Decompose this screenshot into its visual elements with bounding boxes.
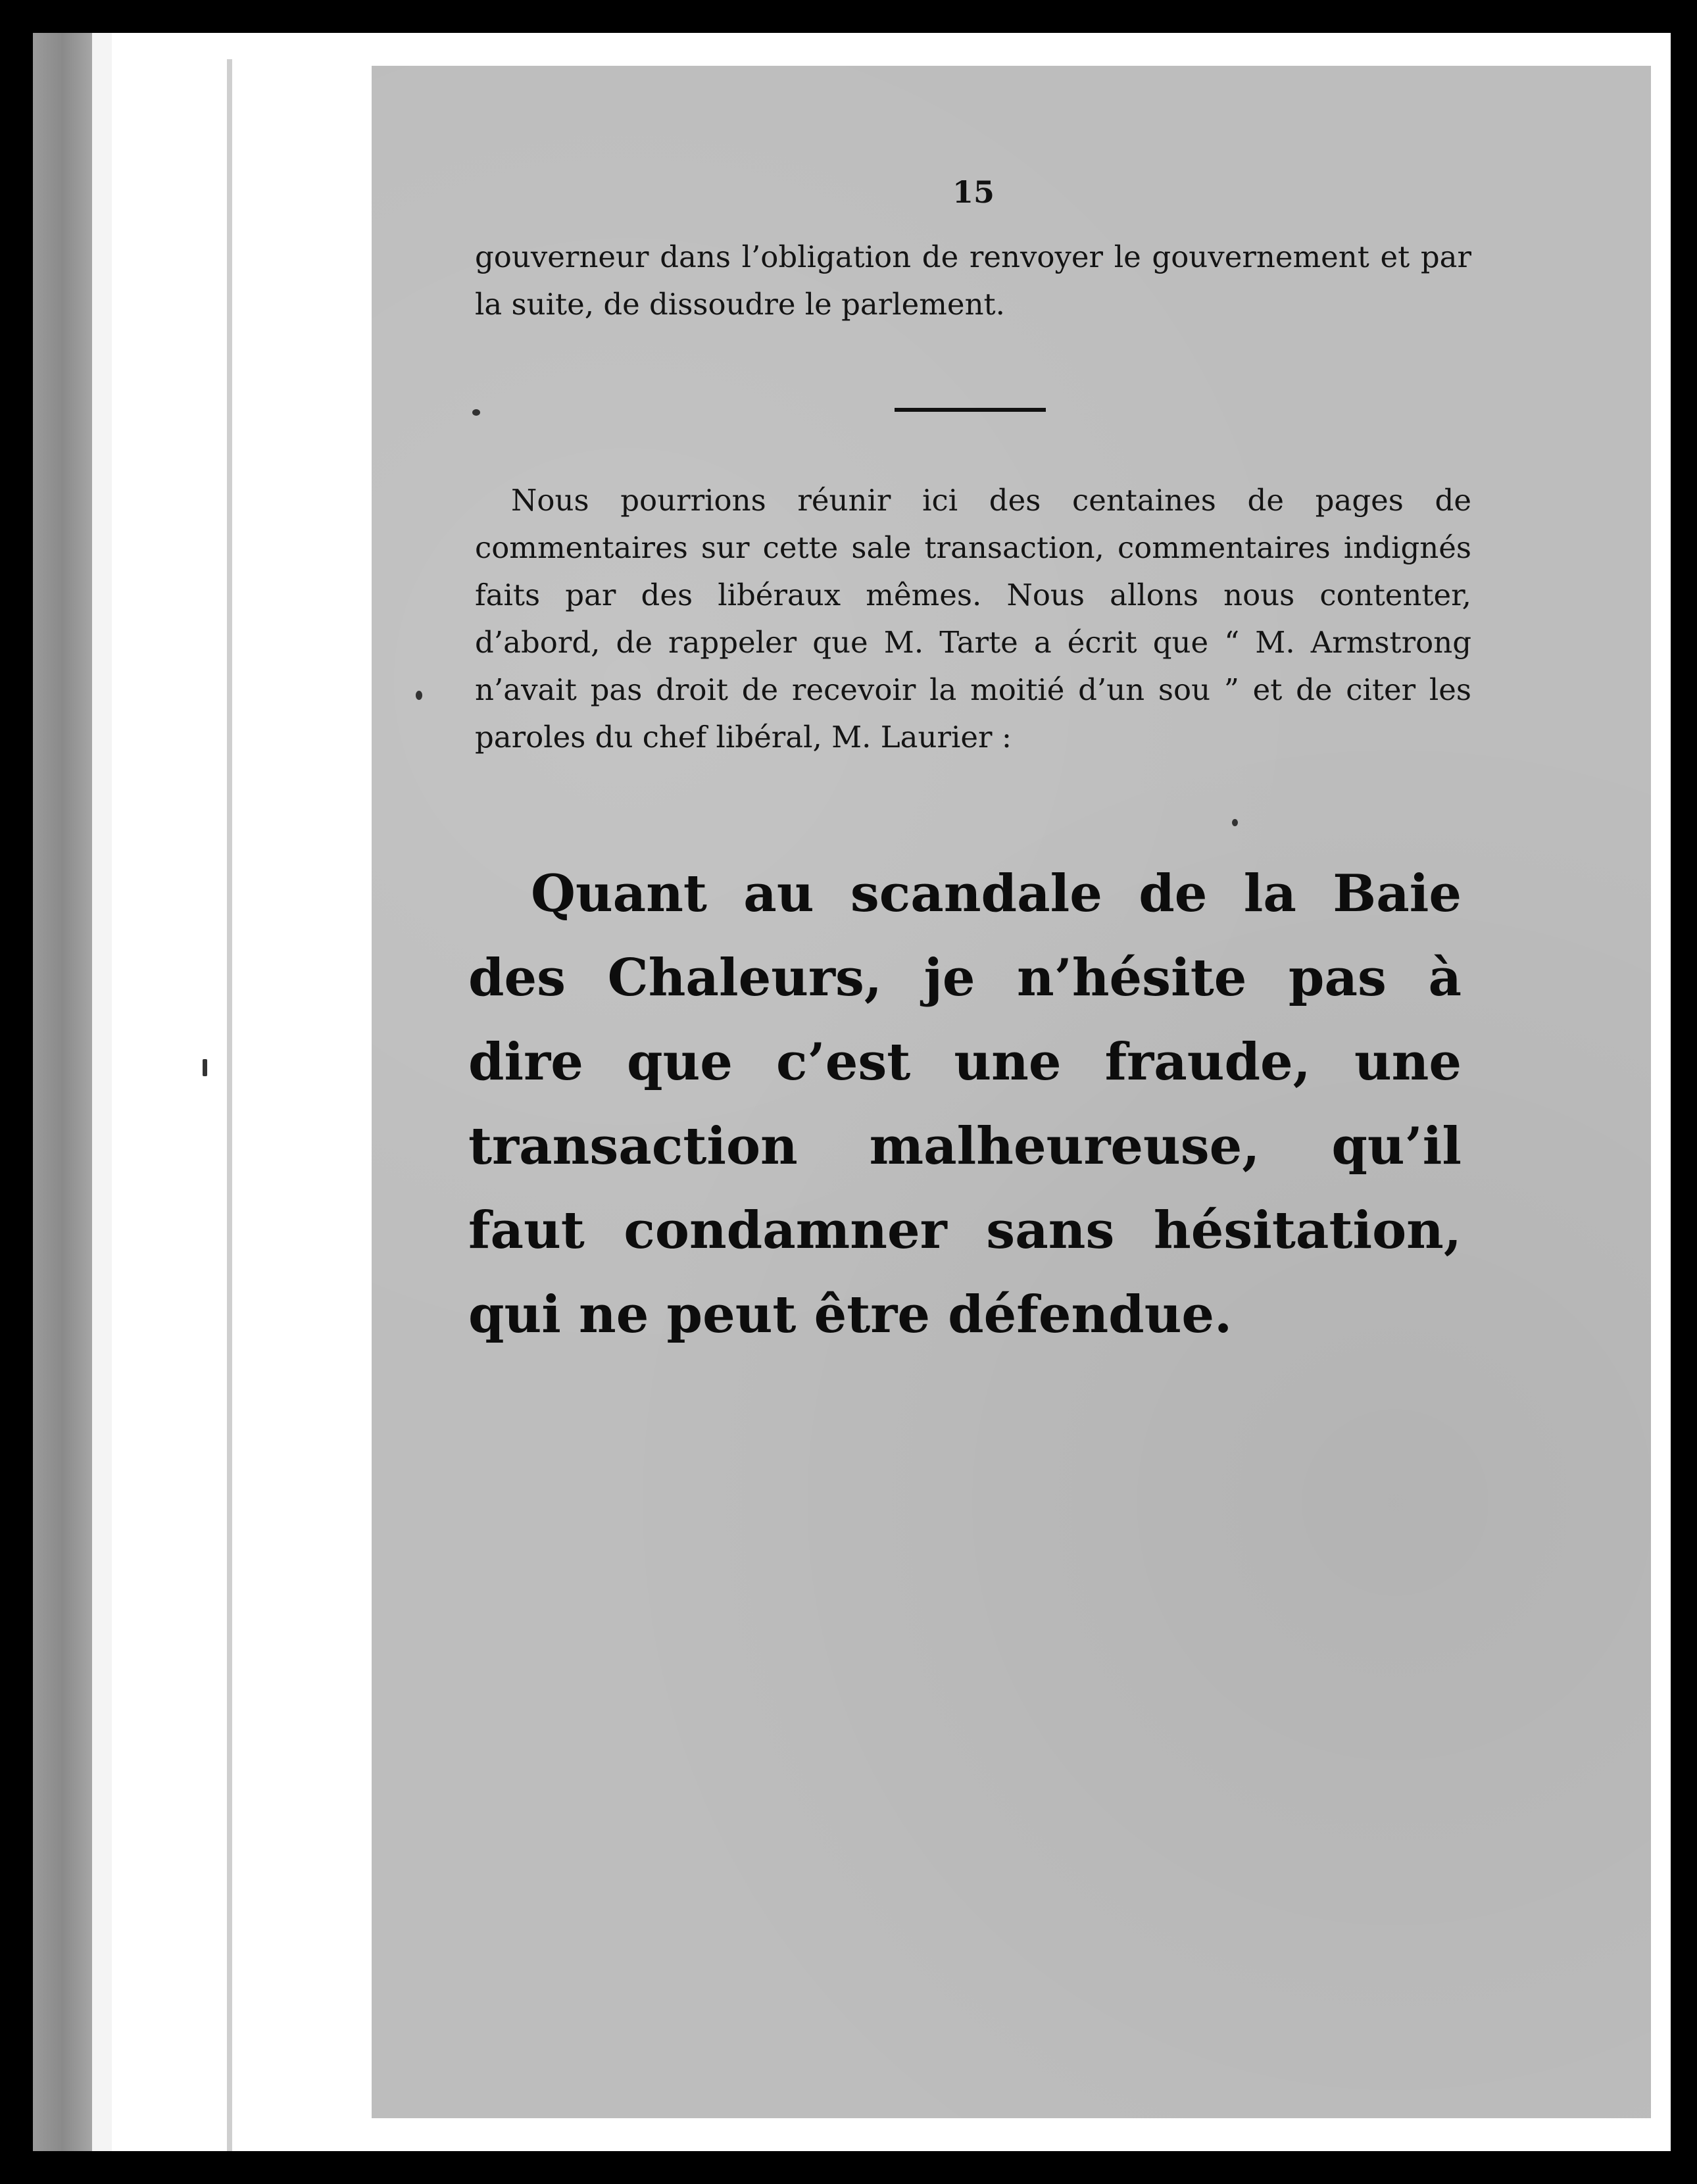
- scan-border-left: [0, 0, 33, 2184]
- laurier-quote: Quant au scandale de la Baie des Chaleurs, je n’hésite pas à dire que c’est une fraude, une transaction malheureuse, qu’il faut condamner sans hésitation, qui ne peut être défendue.: [468, 864, 1462, 1345]
- paragraph-continuation: gouverneur dans l’obligation de renvoyer le gouvernement et par la suite, de dissoudre le parlement.: [475, 239, 1471, 322]
- scan-border-top: [0, 0, 1697, 33]
- paragraph-commentary: Nous pourrions réunir ici des centaines de pages de commentaires sur cette sale transaction, commentaires indignés faits par des libéraux mêmes. Nous allons nous contenter, d’abord, de rappeler que M. Tarte a écrit que “ M. Armstrong n’avait pas droit de recevoir la moitié d’un sou ” et de citer les paroles du chef libéral, M. Laurier :: [475, 483, 1471, 755]
- scan-border-right: [1671, 0, 1697, 2184]
- scan-speck: [472, 409, 480, 416]
- previous-page-edge: [33, 33, 92, 2151]
- scan-speck: [416, 691, 422, 700]
- page-number: 15: [952, 174, 995, 210]
- page-gutter: [92, 33, 112, 2151]
- scan-border-bottom: [0, 2151, 1697, 2184]
- scan-speck: [203, 1059, 207, 1076]
- scan-speck: [1232, 819, 1238, 826]
- page-fold-shadow: [227, 59, 232, 2151]
- section-divider: [895, 408, 1046, 412]
